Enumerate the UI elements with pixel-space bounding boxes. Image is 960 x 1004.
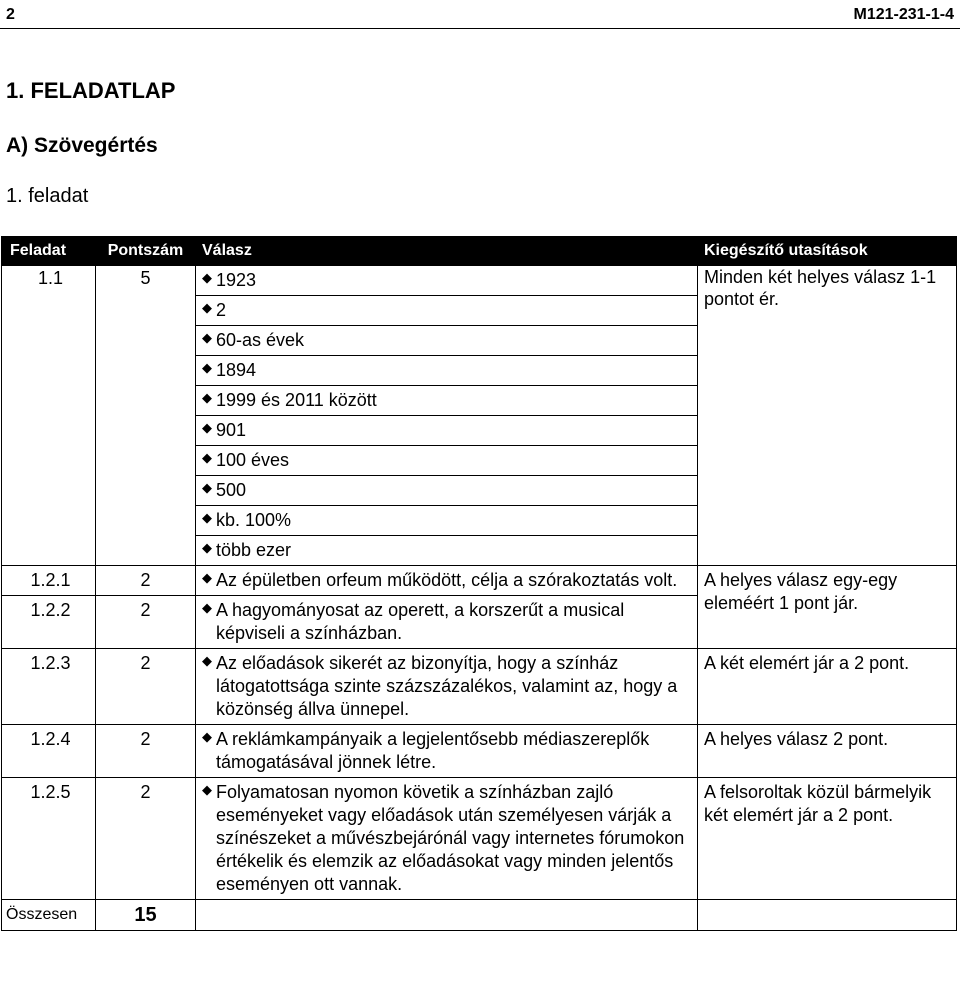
bullet-icon: ◆ xyxy=(202,450,212,465)
bullet-icon: ◆ xyxy=(202,570,212,585)
table-header-row xyxy=(2,237,957,266)
total-points: 15 xyxy=(96,900,196,931)
answer-item xyxy=(196,386,698,416)
table-row xyxy=(2,778,957,900)
answer-item xyxy=(196,596,698,649)
task-id: 1.2.1 xyxy=(2,566,96,596)
total-empty-cell xyxy=(196,900,698,931)
answer-item xyxy=(196,476,698,506)
task-points: 2 xyxy=(96,649,196,725)
bullet-icon: ◆ xyxy=(202,729,212,744)
answer-text: kb. 100% xyxy=(216,510,292,530)
answer-text: 1923 xyxy=(216,270,257,290)
task-note: A két elemért jár a 2 pont. xyxy=(698,649,957,725)
answer-text: Az előadások sikerét az bizonyítja, hogy a színház látogatottsága szinte százszázalékos, valamint az, hogy a közönség állva ünnepel. xyxy=(216,653,678,719)
bullet-icon: ◆ xyxy=(202,390,212,405)
answer-text: 500 xyxy=(216,480,247,500)
bullet-icon: ◆ xyxy=(202,330,212,345)
task-id: 1.2.3 xyxy=(2,649,96,725)
col-header-answer: Válasz xyxy=(196,237,698,266)
bullet-icon: ◆ xyxy=(202,540,212,555)
table-row xyxy=(2,266,957,296)
sheet-title: 1. FELADATLAP xyxy=(6,78,176,103)
answer-item xyxy=(196,416,698,446)
answer-key-table xyxy=(1,236,957,931)
answer-item xyxy=(196,356,698,386)
answer-text: 60-as évek xyxy=(216,330,305,350)
bullet-icon: ◆ xyxy=(202,480,212,495)
answer-item xyxy=(196,649,698,725)
task-id: 1.2.5 xyxy=(2,778,96,900)
answer-text: Az épületben orfeum működött, célja a szórakoztatás volt. xyxy=(216,570,678,590)
task-note: A felsoroltak közül bármelyik két elemért jár a 2 pont. xyxy=(698,778,957,900)
answer-text: 901 xyxy=(216,420,247,440)
task-title: 1. feladat xyxy=(6,185,89,207)
table-row xyxy=(2,649,957,725)
table-row xyxy=(2,566,957,596)
bullet-icon: ◆ xyxy=(202,270,212,285)
answer-item xyxy=(196,778,698,900)
col-header-task: Feladat xyxy=(2,237,96,266)
answer-item xyxy=(196,296,698,326)
section-title: A) Szövegértés xyxy=(6,134,158,157)
task-points: 2 xyxy=(96,725,196,778)
answer-item xyxy=(196,326,698,356)
bullet-icon: ◆ xyxy=(202,420,212,435)
bullet-icon: ◆ xyxy=(202,360,212,375)
bullet-icon: ◆ xyxy=(202,600,212,615)
task-points: 2 xyxy=(96,778,196,900)
task-points: 5 xyxy=(96,266,196,566)
answer-text: A reklámkampányaik a legjelentősebb médiaszereplők támogatásával jönnek létre. xyxy=(216,729,650,772)
task-note: A helyes válasz egy-egy eleméért 1 pont jár. xyxy=(698,566,957,649)
task-points: 2 xyxy=(96,596,196,649)
col-header-points: Pontszám xyxy=(96,237,196,266)
total-empty-cell xyxy=(698,900,957,931)
answer-text: Folyamatosan nyomon követik a színházban zajló eseményeket vagy előadások után személyesen várják a színészeket a művészbejárónál vagy internetes fórumokon értékelik és elemzik az előadásokat vagy minden jelentős eseményen ott vannak. xyxy=(216,782,685,894)
answer-text: több ezer xyxy=(216,540,292,560)
document-code: M121-231-1-4 xyxy=(853,6,954,23)
answer-item xyxy=(196,725,698,778)
col-header-notes: Kiegészítő utasítások xyxy=(698,237,957,266)
answer-item xyxy=(196,536,698,566)
task-id: 1.2.2 xyxy=(2,596,96,649)
answer-item xyxy=(196,506,698,536)
bullet-icon: ◆ xyxy=(202,510,212,525)
task-note: A helyes válasz 2 pont. xyxy=(698,725,957,778)
total-row xyxy=(2,900,957,931)
header-divider xyxy=(0,28,960,29)
page-number: 2 xyxy=(6,6,15,23)
task-id: 1.2.4 xyxy=(2,725,96,778)
answer-item xyxy=(196,566,698,596)
table-row xyxy=(2,725,957,778)
bullet-icon: ◆ xyxy=(202,782,212,797)
answer-text: 1999 és 2011 között xyxy=(216,390,377,410)
answer-text: 1894 xyxy=(216,360,257,380)
answer-item xyxy=(196,446,698,476)
answer-text: 2 xyxy=(216,300,227,320)
task-id: 1.1 xyxy=(2,266,96,566)
bullet-icon: ◆ xyxy=(202,653,212,668)
bullet-icon: ◆ xyxy=(202,300,212,315)
answer-text: A hagyományosat az operett, a korszerűt a musical képviseli a színházban. xyxy=(216,600,625,643)
task-points: 2 xyxy=(96,566,196,596)
total-label: Összesen xyxy=(2,900,96,931)
answer-item xyxy=(196,266,698,296)
task-note: Minden két helyes válasz 1-1 pontot ér. xyxy=(698,266,957,566)
answer-text: 100 éves xyxy=(216,450,290,470)
